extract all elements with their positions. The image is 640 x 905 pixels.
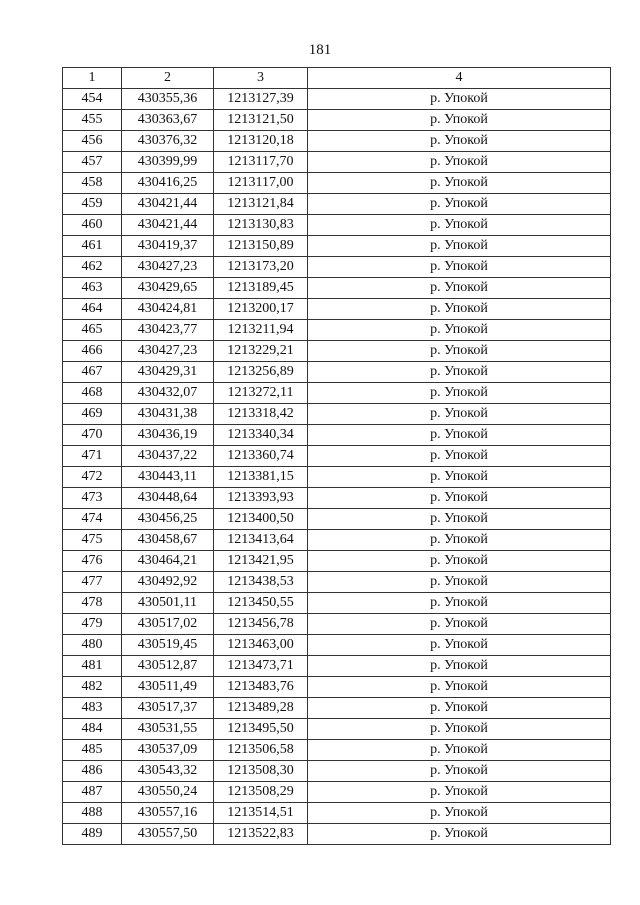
description-cell: р. Упокой (308, 236, 611, 257)
y-coordinate-cell: 1213150,89 (214, 236, 308, 257)
x-coordinate-cell: 430431,38 (122, 404, 214, 425)
description-cell: р. Упокой (308, 425, 611, 446)
description-cell: р. Упокой (308, 761, 611, 782)
x-coordinate-cell: 430557,50 (122, 824, 214, 845)
table-row (63, 572, 611, 593)
table-row (63, 635, 611, 656)
table-row (63, 299, 611, 320)
column-header-1: 1 (63, 68, 122, 89)
description-cell: р. Упокой (308, 572, 611, 593)
description-cell: р. Упокой (308, 740, 611, 761)
x-coordinate-cell: 430424,81 (122, 299, 214, 320)
point-number-cell: 485 (63, 740, 122, 761)
x-coordinate-cell: 430501,11 (122, 593, 214, 614)
y-coordinate-cell: 1213522,83 (214, 824, 308, 845)
y-coordinate-cell: 1213413,64 (214, 530, 308, 551)
point-number-cell: 487 (63, 782, 122, 803)
x-coordinate-cell: 430363,67 (122, 110, 214, 131)
x-coordinate-cell: 430443,11 (122, 467, 214, 488)
description-cell: р. Упокой (308, 635, 611, 656)
x-coordinate-cell: 430421,44 (122, 215, 214, 236)
description-cell: р. Упокой (308, 299, 611, 320)
y-coordinate-cell: 1213229,21 (214, 341, 308, 362)
x-coordinate-cell: 430531,55 (122, 719, 214, 740)
point-number-cell: 482 (63, 677, 122, 698)
y-coordinate-cell: 1213421,95 (214, 551, 308, 572)
x-coordinate-cell: 430543,32 (122, 761, 214, 782)
table-body (63, 89, 611, 845)
x-coordinate-cell: 430464,21 (122, 551, 214, 572)
table-row (63, 110, 611, 131)
y-coordinate-cell: 1213506,58 (214, 740, 308, 761)
point-number-cell: 483 (63, 698, 122, 719)
description-cell: р. Упокой (308, 257, 611, 278)
y-coordinate-cell: 1213495,50 (214, 719, 308, 740)
description-cell: р. Упокой (308, 698, 611, 719)
point-number-cell: 474 (63, 509, 122, 530)
y-coordinate-cell: 1213438,53 (214, 572, 308, 593)
x-coordinate-cell: 430557,16 (122, 803, 214, 824)
point-number-cell: 484 (63, 719, 122, 740)
y-coordinate-cell: 1213121,50 (214, 110, 308, 131)
table-row (63, 677, 611, 698)
description-cell: р. Упокой (308, 593, 611, 614)
y-coordinate-cell: 1213456,78 (214, 614, 308, 635)
point-number-cell: 455 (63, 110, 122, 131)
x-coordinate-cell: 430436,19 (122, 425, 214, 446)
table-row (63, 614, 611, 635)
point-number-cell: 468 (63, 383, 122, 404)
table-row (63, 257, 611, 278)
x-coordinate-cell: 430448,64 (122, 488, 214, 509)
table-row (63, 383, 611, 404)
y-coordinate-cell: 1213173,20 (214, 257, 308, 278)
table-row (63, 782, 611, 803)
description-cell: р. Упокой (308, 131, 611, 152)
table-row (63, 152, 611, 173)
table-row (63, 173, 611, 194)
table-row (63, 656, 611, 677)
point-number-cell: 463 (63, 278, 122, 299)
y-coordinate-cell: 1213117,70 (214, 152, 308, 173)
table-row (63, 719, 611, 740)
y-coordinate-cell: 1213120,18 (214, 131, 308, 152)
y-coordinate-cell: 1213127,39 (214, 89, 308, 110)
column-header-4: 4 (308, 68, 611, 89)
description-cell: р. Упокой (308, 278, 611, 299)
description-cell: р. Упокой (308, 509, 611, 530)
table-row (63, 698, 611, 719)
point-number-cell: 472 (63, 467, 122, 488)
x-coordinate-cell: 430429,65 (122, 278, 214, 299)
point-number-cell: 481 (63, 656, 122, 677)
x-coordinate-cell: 430399,99 (122, 152, 214, 173)
x-coordinate-cell: 430492,92 (122, 572, 214, 593)
description-cell: р. Упокой (308, 194, 611, 215)
table-row (63, 215, 611, 236)
x-coordinate-cell: 430437,22 (122, 446, 214, 467)
point-number-cell: 477 (63, 572, 122, 593)
point-number-cell: 470 (63, 425, 122, 446)
description-cell: р. Упокой (308, 782, 611, 803)
y-coordinate-cell: 1213211,94 (214, 320, 308, 341)
table-header (63, 68, 611, 89)
point-number-cell: 475 (63, 530, 122, 551)
point-number-cell: 471 (63, 446, 122, 467)
point-number-cell: 476 (63, 551, 122, 572)
y-coordinate-cell: 1213117,00 (214, 173, 308, 194)
y-coordinate-cell: 1213400,50 (214, 509, 308, 530)
table-row (63, 341, 611, 362)
x-coordinate-cell: 430376,32 (122, 131, 214, 152)
x-coordinate-cell: 430458,67 (122, 530, 214, 551)
table-row (63, 761, 611, 782)
table-row (63, 362, 611, 383)
point-number-cell: 458 (63, 173, 122, 194)
table-row (63, 236, 611, 257)
table-row (63, 530, 611, 551)
x-coordinate-cell: 430517,37 (122, 698, 214, 719)
y-coordinate-cell: 1213483,76 (214, 677, 308, 698)
description-cell: р. Упокой (308, 362, 611, 383)
x-coordinate-cell: 430511,49 (122, 677, 214, 698)
point-number-cell: 457 (63, 152, 122, 173)
table-row (63, 404, 611, 425)
point-number-cell: 479 (63, 614, 122, 635)
y-coordinate-cell: 1213450,55 (214, 593, 308, 614)
header-row (63, 68, 611, 89)
table-row (63, 278, 611, 299)
description-cell: р. Упокой (308, 446, 611, 467)
x-coordinate-cell: 430537,09 (122, 740, 214, 761)
point-number-cell: 456 (63, 131, 122, 152)
point-number-cell: 464 (63, 299, 122, 320)
point-number-cell: 460 (63, 215, 122, 236)
y-coordinate-cell: 1213393,93 (214, 488, 308, 509)
table-row (63, 89, 611, 110)
description-cell: р. Упокой (308, 110, 611, 131)
point-number-cell: 462 (63, 257, 122, 278)
point-number-cell: 473 (63, 488, 122, 509)
table-row (63, 740, 611, 761)
point-number-cell: 486 (63, 761, 122, 782)
table-row (63, 593, 611, 614)
description-cell: р. Упокой (308, 173, 611, 194)
x-coordinate-cell: 430517,02 (122, 614, 214, 635)
y-coordinate-cell: 1213318,42 (214, 404, 308, 425)
y-coordinate-cell: 1213514,51 (214, 803, 308, 824)
y-coordinate-cell: 1213489,28 (214, 698, 308, 719)
description-cell: р. Упокой (308, 656, 611, 677)
description-cell: р. Упокой (308, 803, 611, 824)
y-coordinate-cell: 1213463,00 (214, 635, 308, 656)
y-coordinate-cell: 1213381,15 (214, 467, 308, 488)
x-coordinate-cell: 430355,36 (122, 89, 214, 110)
x-coordinate-cell: 430512,87 (122, 656, 214, 677)
description-cell: р. Упокой (308, 215, 611, 236)
y-coordinate-cell: 1213130,83 (214, 215, 308, 236)
y-coordinate-cell: 1213121,84 (214, 194, 308, 215)
point-number-cell: 459 (63, 194, 122, 215)
table-row (63, 194, 611, 215)
description-cell: р. Упокой (308, 824, 611, 845)
coordinates-table (62, 67, 611, 845)
description-cell: р. Упокой (308, 530, 611, 551)
y-coordinate-cell: 1213360,74 (214, 446, 308, 467)
point-number-cell: 465 (63, 320, 122, 341)
point-number-cell: 489 (63, 824, 122, 845)
x-coordinate-cell: 430519,45 (122, 635, 214, 656)
description-cell: р. Упокой (308, 614, 611, 635)
point-number-cell: 478 (63, 593, 122, 614)
x-coordinate-cell: 430419,37 (122, 236, 214, 257)
x-coordinate-cell: 430550,24 (122, 782, 214, 803)
point-number-cell: 467 (63, 362, 122, 383)
description-cell: р. Упокой (308, 320, 611, 341)
y-coordinate-cell: 1213473,71 (214, 656, 308, 677)
table-row (63, 467, 611, 488)
point-number-cell: 466 (63, 341, 122, 362)
x-coordinate-cell: 430416,25 (122, 173, 214, 194)
y-coordinate-cell: 1213508,30 (214, 761, 308, 782)
description-cell: р. Упокой (308, 551, 611, 572)
point-number-cell: 461 (63, 236, 122, 257)
y-coordinate-cell: 1213508,29 (214, 782, 308, 803)
description-cell: р. Упокой (308, 152, 611, 173)
x-coordinate-cell: 430427,23 (122, 341, 214, 362)
description-cell: р. Упокой (308, 404, 611, 425)
description-cell: р. Упокой (308, 719, 611, 740)
x-coordinate-cell: 430427,23 (122, 257, 214, 278)
description-cell: р. Упокой (308, 467, 611, 488)
point-number-cell: 454 (63, 89, 122, 110)
description-cell: р. Упокой (308, 488, 611, 509)
x-coordinate-cell: 430432,07 (122, 383, 214, 404)
column-header-3: 3 (214, 68, 308, 89)
table-row (63, 551, 611, 572)
y-coordinate-cell: 1213256,89 (214, 362, 308, 383)
table-row (63, 803, 611, 824)
table-row (63, 446, 611, 467)
table-row (63, 824, 611, 845)
table-row (63, 509, 611, 530)
description-cell: р. Упокой (308, 677, 611, 698)
table-row (63, 425, 611, 446)
x-coordinate-cell: 430456,25 (122, 509, 214, 530)
y-coordinate-cell: 1213340,34 (214, 425, 308, 446)
y-coordinate-cell: 1213272,11 (214, 383, 308, 404)
x-coordinate-cell: 430423,77 (122, 320, 214, 341)
y-coordinate-cell: 1213189,45 (214, 278, 308, 299)
point-number-cell: 469 (63, 404, 122, 425)
description-cell: р. Упокой (308, 341, 611, 362)
description-cell: р. Упокой (308, 383, 611, 404)
table-row (63, 488, 611, 509)
page-number: 181 (308, 42, 332, 58)
y-coordinate-cell: 1213200,17 (214, 299, 308, 320)
point-number-cell: 480 (63, 635, 122, 656)
point-number-cell: 488 (63, 803, 122, 824)
x-coordinate-cell: 430421,44 (122, 194, 214, 215)
x-coordinate-cell: 430429,31 (122, 362, 214, 383)
table-row (63, 320, 611, 341)
column-header-2: 2 (122, 68, 214, 89)
description-cell: р. Упокой (308, 89, 611, 110)
table-row (63, 131, 611, 152)
